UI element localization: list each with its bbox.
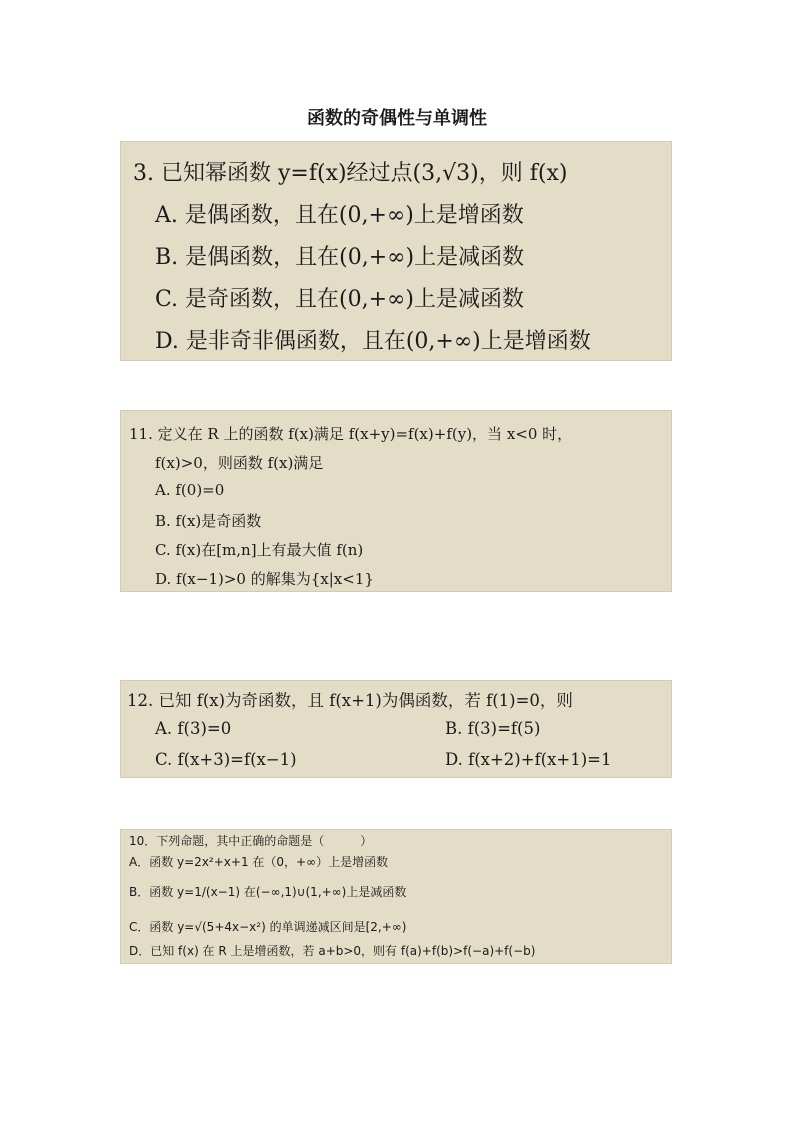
question-11-stem-line1: 11. 定义在 R 上的函数 f(x)满足 f(x+y)=f(x)+f(y)，当 x<0 时， <box>129 425 573 443</box>
question-10-option-b: B．函数 y=1/(x−1) 在(−∞,1)∪(1,+∞)上是减函数 <box>129 885 407 899</box>
question-10-option-c: C．函数 y=√(5+4x−x²) 的单调递减区间是[2,+∞) <box>129 920 407 934</box>
question-3-option-a: A. 是偶函数，且在(0,+∞)上是增函数 <box>155 203 524 228</box>
question-12-stem: 12. 已知 f(x)为奇函数，且 f(x+1)为偶函数，若 f(1)=0，则 <box>127 691 573 710</box>
question-3-box <box>120 141 672 361</box>
question-3-stem: 3. 已知幂函数 y=f(x)经过点(3,√3)，则 f(x) <box>133 161 568 186</box>
question-12-option-c: C. f(x+3)=f(x−1) <box>155 750 297 769</box>
question-11-option-c: C. f(x)在[m,n]上有最大值 f(n) <box>155 541 364 559</box>
question-3-option-b: B. 是偶函数，且在(0,+∞)上是减函数 <box>155 245 525 270</box>
question-11-option-d: D. f(x−1)>0 的解集为{x|x<1} <box>155 570 374 588</box>
question-12-option-a: A. f(3)=0 <box>155 719 232 738</box>
question-12-box <box>120 680 672 778</box>
question-10-option-d: D．已知 f(x) 在 R 上是增函数，若 a+b>0，则有 f(a)+f(b)>f(−a)+f(−b) <box>129 944 536 958</box>
question-11-box <box>120 410 672 592</box>
question-10-option-a: A．函数 y=2x²+x+1 在（0，+∞）上是增函数 <box>129 855 389 869</box>
page-title: 函数的奇偶性与单调性 <box>307 108 487 129</box>
question-12-option-d: D. f(x+2)+f(x+1)=1 <box>445 750 612 769</box>
question-11-stem-line2: f(x)>0，则函数 f(x)满足 <box>155 454 324 472</box>
question-3-option-d: D. 是非奇非偶函数，且在(0,+∞)上是增函数 <box>155 329 591 354</box>
question-11-option-a: A. f(0)=0 <box>155 481 225 499</box>
question-12-option-b: B. f(3)=f(5) <box>445 719 541 738</box>
question-10-stem: 10．下列命题，其中正确的命题是（ ） <box>129 834 373 848</box>
question-11-option-b: B. f(x)是奇函数 <box>155 512 262 530</box>
question-3-option-c: C. 是奇函数，且在(0,+∞)上是减函数 <box>155 287 524 312</box>
question-10-box <box>120 829 672 964</box>
